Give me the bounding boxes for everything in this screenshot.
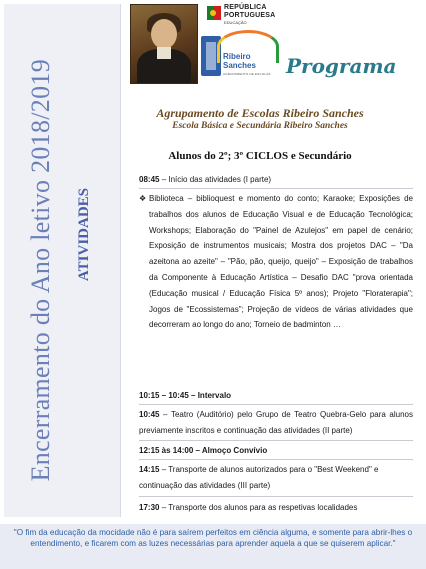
schedule-entry xyxy=(139,407,413,439)
divider xyxy=(139,496,413,497)
school-logo xyxy=(201,30,281,82)
portrait-image xyxy=(130,4,198,84)
entry-time: 08:45 xyxy=(139,175,160,184)
divider xyxy=(139,188,413,189)
portugal-flag-icon xyxy=(207,6,221,20)
vertical-subtitle xyxy=(70,150,98,320)
government-logo-text xyxy=(224,4,314,26)
entry-time: 17:30 xyxy=(139,503,160,512)
divider xyxy=(139,459,413,460)
portrait-collar xyxy=(157,47,171,59)
bullet-icon: ❖ xyxy=(139,194,147,203)
schedule-entry xyxy=(139,462,413,494)
school-logo-line1: Ribeiro xyxy=(223,52,251,61)
alunos-title: Alunos do 2º; 3º CICLOS e Secundário xyxy=(168,150,352,162)
entry-text: – Transporte dos alunos para as respetivas localidades xyxy=(159,503,358,512)
vertical-title-text: Encerramento do Ano letivo 2018/2019 xyxy=(26,58,55,482)
activities-bullet xyxy=(139,191,413,333)
schedule-entry xyxy=(139,443,413,459)
escola-title: Escola Básica e Secundária Ribeiro Sanches xyxy=(172,121,348,131)
entry-text: – Transporte de alunos autorizados para o "Best Weekend" e continuação das atividades (III parte) xyxy=(139,465,379,490)
footer-quote: "O fim da educação da mocidade não é para saírem perfeitos em ciência alguma, e somente para abrir-lhes o entendimento, e ficarem com as luzes necessárias para aprender aquela a que se quiserem aplicar." xyxy=(13,528,413,548)
activities-text: Biblioteca – biblioquest e momento do conto; Karaoke; Exposições de trabalhos dos alunos de Educação Visual e de Educação Tecnológica; Workshops; Elaboração do "Painel de Azulejos" em papel de cenário; Exposição de instrumentos musicais; Mostra dos projetos DAC – "Da azeitona ao azeite" – "Pão, pão, queijo, queijo" – Exposição de trabalhos da Componente à Educação Artística – Desafio DAC "prova orientada (Educação musical / Educação Física 5º anos); Projeto "Floraterapia"; Jogos de "Ecossistemas"; Projeção de vídeos de várias atividades que decorreram ao longo do ano; Torneio de badminton … xyxy=(149,194,413,330)
school-logo-sub: AGRUPAMENTO DE ESCOLAS xyxy=(223,72,271,76)
vertical-title xyxy=(18,30,64,510)
portrait-face xyxy=(151,19,177,49)
divider xyxy=(139,404,413,405)
schedule-entry xyxy=(139,388,413,404)
entry-text: – Teatro (Auditório) pelo Grupo de Teatro Quebra-Gelo para alunos previamente inscritos e continuação das atividades (II parte) xyxy=(139,410,413,435)
programa-heading: Programa xyxy=(286,54,397,78)
schedule-entry xyxy=(139,172,413,188)
gov-line3: EDUCAÇÃO xyxy=(224,20,247,25)
entry-text: 10:15 – 10:45 – Intervalo xyxy=(139,391,232,400)
entry-time: 14:15 xyxy=(139,465,160,474)
entry-time: 10:45 xyxy=(139,410,160,419)
entry-text: – Início das atividades (I parte) xyxy=(159,175,272,184)
entry-text: 12:15 às 14:00 – Almoço Convívio xyxy=(139,446,268,455)
divider xyxy=(139,440,413,441)
schedule-entry xyxy=(139,500,413,516)
vertical-subtitle-text: ATIVIDADES xyxy=(75,188,92,282)
school-logo-line2: Sanches xyxy=(223,61,256,70)
gov-line2: PORTUGUESA xyxy=(224,12,276,19)
agrupamento-title: Agrupamento de Escolas Ribeiro Sanches xyxy=(156,106,364,120)
gov-line1: REPÚBLICA xyxy=(224,4,267,11)
